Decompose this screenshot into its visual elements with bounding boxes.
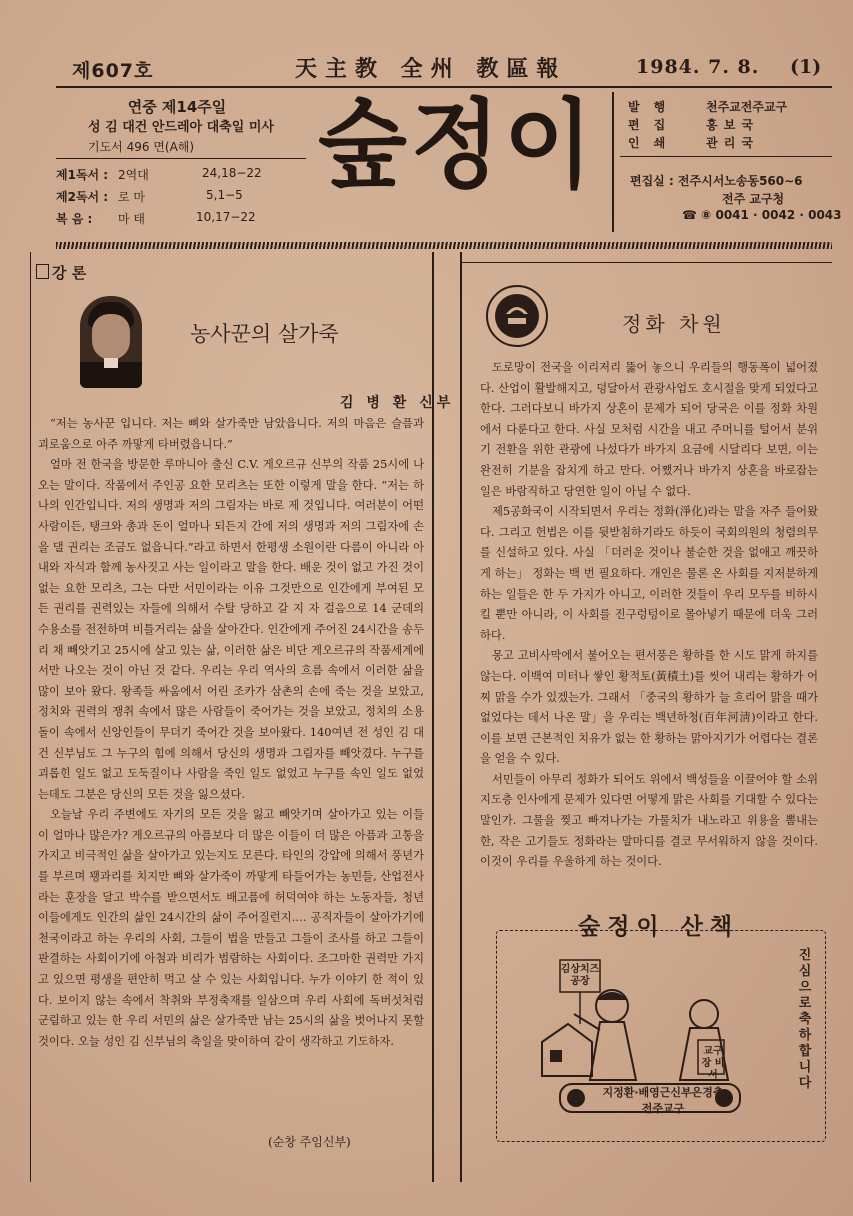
left-article-author: 김 병 환 신부 bbox=[340, 395, 455, 411]
left-article-signature: (순창 주임신부) bbox=[268, 1135, 351, 1149]
paper-name: 天主教 全州 教區報 bbox=[295, 56, 567, 82]
reading-1 bbox=[56, 166, 262, 183]
reading-book: 마 태 bbox=[118, 212, 145, 226]
left-article-body bbox=[38, 414, 424, 1052]
reading-ref: 5,1−5 bbox=[206, 188, 243, 202]
right-paragraph: 제5공화국이 시작되면서 우리는 정화(淨化)라는 말을 자주 들어왔다. 그리고 헌법은 이를 뒷받침하기라도 하듯이 국회의원의 청렴의무를 신설하고 있다. 사실 「더러운 것이나 불순한 것을 없애고 깨끗하게 하는」 정화는 백 번 필요하다. 개인은 물론 온 사회를 지저분하게 하는 일들은 한 두 가지가 아니고, 이러한 것들이 우리 모두를 비하시킬 뿐만 아니라, 이 사회를 진구렁텅이로 몰아넣기 때문에 더욱 그러하다. bbox=[480, 505, 818, 642]
liturgy-week: 연중 제14주일 bbox=[127, 98, 227, 116]
reading-3 bbox=[56, 210, 256, 227]
pub-label: 편집 bbox=[628, 118, 680, 132]
reading-label: 복 음 : bbox=[56, 212, 93, 226]
reading-label: 제1독서 : bbox=[56, 168, 109, 182]
cartoon-caption-line2: 전주교구 bbox=[641, 1102, 685, 1115]
column-emblem-icon bbox=[484, 284, 550, 348]
left-paragraph: 얼마 전 한국을 방문한 루마니아 출신 C.V. 게오르규 신부의 작품 25시에 나오는 말이다. 작품에서 주인공 요한 모리츠는 또한 이렇게 말을 한다. “저는 하나의 인간입니다. 저의 생명과 저의 그림자는 바로 제 것입니다. 여러분이 어떤 사람이든, 탱크와 총과 돈이 얼마나 되든지 간에 저의 생명과 저의 그림자에 손을 댈 권리는 조금도 없읍니다.”라고 하면서 한평생 소원이란 다름이 아니라 아내와 자식과 함께 농사짓고 사는 일이라고 말을 한다. 배운 것이 없고 가진 것이 없는 요한 모리츠, 그는 다만 서민이라는 이유 그것만으로 인간에게 부여된 모든 권리를 권력있는 자들에 의해서 수탈 당하고 갈 지 자 걸음으로 14 군데의 수용소를 전전하며 비틀거리는 삶을 살아간다. 인간에게 주어진 24시간을 송두리 채 빼앗기고 25시에 살고 있는 삶, 이러한 삶은 비단 게오르규의 작품세계에서만 나오는 것이 아닌 것 같다. 우리는 우리 역사의 흐름 속에서 이러한 삶을 많이 보아 왔다. 왕족들 싸움에서 어린 조카가 삼촌의 손에 죽는 것을 보았고, 정치와 권력의 쟁취 속에서 많은 사람들이 죽어가는 것을 보았고, 정치의 소용돌이 속에서 신앙인들이 무더기 죽어간 것을 보아왔다. 140여년 전 성인 김 대건 신부님도 그 누구의 힘에 의해서 당신의 생명과 그림자를 빼앗겼다. 누구를 괴롭힌 일도 없고 도둑질이나 사람을 죽인 일도 없었고 누구를 속인 일도 없었는데도 그분은 당신의 모든 것을 잃으셨다. bbox=[38, 458, 424, 801]
reading-2 bbox=[56, 188, 243, 205]
right-column-rule bbox=[460, 252, 462, 1182]
cartoon-sign-right: 교구장 비서 bbox=[701, 1046, 725, 1081]
editorial-address: 편집실 : 전주시서노송동560∼6 bbox=[630, 174, 803, 188]
pub-value: 홍 보 국 bbox=[706, 118, 755, 132]
masthead-rule bbox=[56, 86, 832, 88]
right-paragraph: 몽고 고비사막에서 불어오는 편서풍은 황하를 한 시도 맑게 하지를 않는다. 이백여 미터나 쌓인 황적토(黃積土)를 씻어 내리는 황하가 어찌 맑을 수가 있겠는가. 그래서 「중국의 황하가 늘 흐리어 맑을 때가 없었다는 데서 나온 말」을 우리는 백년하청(百年河淸)이라고 한다. 이를 보면 근본적인 치유가 없는 한 황하는 맑아지기가 어렵다는 결론을 얻을 수 있다. bbox=[480, 649, 818, 766]
author-photo bbox=[80, 296, 142, 388]
paper-logo: 숲정이 bbox=[318, 89, 597, 202]
pub-label: 인쇄 bbox=[628, 136, 680, 150]
issue-number: 제607호 bbox=[72, 60, 154, 82]
left-paragraph: 오늘날 우리 주변에도 자기의 모든 것을 잃고 빼앗기며 살아가고 있는 이들이 얼마나 많은가? 게오르규의 아픔보다 더 많은 이들이 더 많은 아픔과 고통을 가지고 비극적인 삶을 살아가고 있는지도 모른다. 타인의 강압에 의해서 풍년가를 부르며 꽹과리를 치지만 뼈와 살가죽이 까맣게 타들어가는 농민들, 산업전사라는 훈장을 달고 박수를 받으면서도 배고픔에 허덕여야 하는 노동자들, 청년 이들에게도 인간의 삶인 24시간의 삶이 주어질런지…. 공직자들이 살아가기에 천국이라고 하는 우리의 사회, 그들이 법을 만들고 그들이 조사를 하고 그들이 판결하는 사회이기에 아첨과 비리가 범람하는 사회이다. 조그마한 권력만 가지고 있으면 평생을 편안히 먹고 살 수 있는 사회입니다. 누가 이야기 한 적이 있다. 보이지 않는 속에서 착취와 부정축재를 일삼으며 우리 사회에 독버섯처럼 군림하고 있는 한 우리 서민의 삶은 살가죽만 남는 25시의 삶을 벗어나지 못할 것이다. 오늘 성인 김 신부님의 축일을 맞이하여 같이 생각하고 기도하자. bbox=[38, 808, 424, 1048]
left-frame bbox=[30, 252, 31, 1182]
editorial-phone: ☎ ⑧ 0041 · 0042 · 0043 bbox=[682, 208, 842, 222]
section-label bbox=[36, 262, 86, 283]
left-paragraph: “저는 농사꾼 입니다. 저는 뼈와 살가죽만 남았읍니다. 저의 마음은 슬픔과 괴로움으로 아주 까맣게 타버렸읍니다.” bbox=[38, 417, 424, 451]
right-paragraph: 서민들이 아무리 정화가 되어도 위에서 백성들을 이끌어야 할 소위 지도층 인사에게 문제가 있다면 어떻게 맑은 사회를 기대할 수 있다는 말인가. 그물을 찢고 빠져나가는 가물치가 내노라고 위용을 뽐내는 한, 작은 고기들도 정화라는 말마디를 결코 무서워하지 않을 것이다. 이것이 우리를 우울하게 하는 것이다. bbox=[480, 772, 818, 869]
cartoon-sign-left: 김상치즈 공장 bbox=[560, 964, 600, 987]
right-paragraph: 도로망이 전국을 이리저리 뚫어 놓으니 우리들의 행동폭이 넓어졌다. 산업이 활발해지고, 덩달아서 관광사업도 호시절을 맞게 되었다고 한다. 그러다보니 바가지 상혼이 문제가 되어 당국은 이를 정화 차원에서 다룬다고 한다. 사실 모처럼 시간을 내고 주머니를 털어서 분위기 전환을 위한 관광에 나섰다가 바가지 요금에 시달리다 보면, 이는 완전히 기분을 잡치게 하고 만다. 어쨌거나 바가지 상혼을 바로잡는 일은 바람직하고 당연한 일이 아닐 수 없다. bbox=[480, 361, 818, 498]
liturgy-hymn: 기도서 496 면(A해) bbox=[88, 140, 195, 154]
cartoon-title: 숲정이 산책 bbox=[578, 914, 740, 940]
liturgy-divider bbox=[56, 158, 306, 159]
cartoon-caption bbox=[588, 1084, 738, 1116]
right-article-body bbox=[480, 358, 818, 873]
pub-value: 천주교전주교구 bbox=[706, 100, 788, 114]
right-article-title: 정화 차원 bbox=[622, 312, 726, 336]
cartoon-caption-line1: 지정환·배영근신부은경축 bbox=[602, 1086, 724, 1099]
reading-label: 제2독서 : bbox=[56, 190, 109, 204]
banner-hatch bbox=[56, 242, 832, 249]
reading-ref: 24,18−22 bbox=[202, 166, 262, 180]
reading-book: 2역대 bbox=[118, 168, 149, 182]
left-article-title: 농사꾼의 살가죽 bbox=[190, 322, 339, 346]
reading-book: 로 마 bbox=[118, 190, 145, 204]
publisher-rule bbox=[620, 156, 832, 157]
page-number: (1) bbox=[790, 56, 822, 78]
liturgy-mass: 성 김 대건 안드레아 대축일 미사 bbox=[88, 120, 274, 135]
right-top-rule bbox=[462, 262, 832, 263]
editorial-address-2: 전주 교구청 bbox=[722, 192, 785, 206]
publisher-divider bbox=[612, 92, 614, 232]
reading-ref: 10,17−22 bbox=[196, 210, 256, 224]
issue-date: 1984. 7. 8. bbox=[636, 56, 760, 78]
cartoon-vertical-text: 진심으로 축하합니다 bbox=[798, 948, 812, 1091]
pub-value: 관 리 국 bbox=[706, 136, 755, 150]
section-title: 강 론 bbox=[52, 264, 87, 282]
section-box-icon bbox=[36, 264, 49, 279]
pub-label: 발행 bbox=[628, 100, 680, 114]
